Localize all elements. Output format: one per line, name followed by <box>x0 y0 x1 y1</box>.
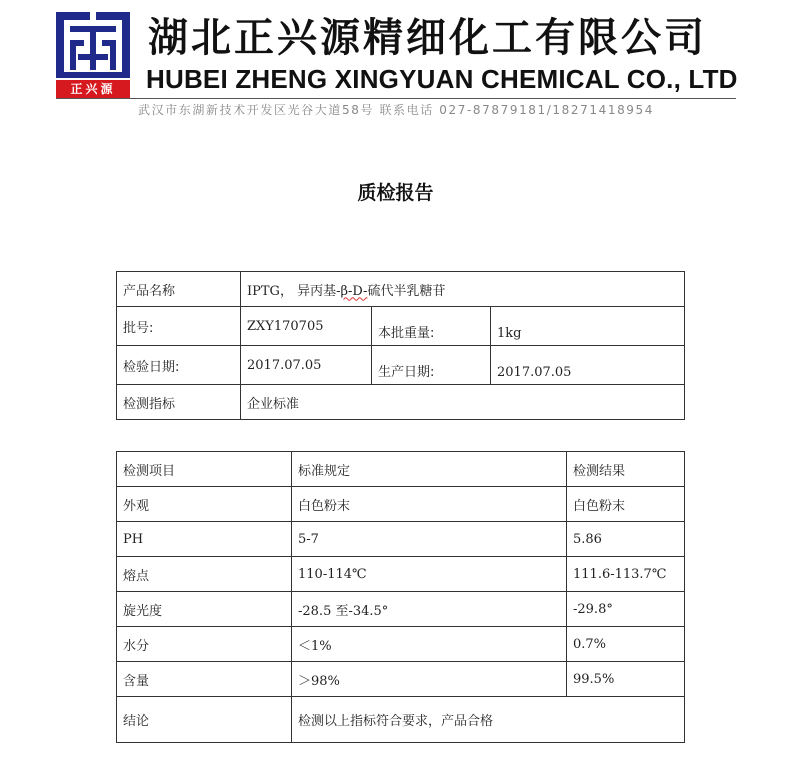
table-row <box>117 592 685 627</box>
row-spec: 110-114℃ <box>292 557 567 592</box>
inspection-date-label: 检验日期: <box>117 346 241 385</box>
standard-label: 检测指标 <box>117 385 241 420</box>
company-name-cn: 湖北正兴源精细化工有限公司 <box>148 15 707 61</box>
row-spec: 白色粉末 <box>292 487 567 522</box>
table-row <box>117 385 685 420</box>
conclusion-value: 检测以上指标符合要求，产品合格 <box>292 697 685 743</box>
table-row <box>117 662 685 697</box>
table-row <box>117 697 685 743</box>
product-info-table <box>116 271 685 420</box>
batch-weight-label: 本批重量: <box>372 307 491 346</box>
company-logo <box>56 12 130 98</box>
table-row <box>117 346 685 385</box>
product-name-suffix: 硫代半乳糖苷 <box>367 283 446 299</box>
header-spec: 标准规定 <box>292 452 567 487</box>
logo-text: 正兴源 <box>70 82 116 96</box>
row-result: 0.7% <box>567 627 685 662</box>
standard-value: 企业标准 <box>241 385 685 420</box>
table-row <box>117 272 685 307</box>
product-name-marked: β-D- <box>340 283 368 299</box>
header-item: 检测项目 <box>117 452 292 487</box>
row-spec: ＞98% <box>292 662 567 697</box>
address-line: 武汉市东湖新技术开发区光谷大道58号 联系电话 027-87879181/18271418954 <box>137 103 655 117</box>
row-item: PH <box>117 522 292 557</box>
row-spec: 5-7 <box>292 522 567 557</box>
conclusion-label: 结论 <box>117 697 292 743</box>
row-item: 旋光度 <box>117 592 292 627</box>
row-result: 111.6-113.7℃ <box>567 557 685 592</box>
row-item: 外观 <box>117 487 292 522</box>
header-result: 检测结果 <box>567 452 685 487</box>
product-name-value <box>241 272 685 307</box>
batch-label: 批号: <box>117 307 241 346</box>
table-row <box>117 307 685 346</box>
row-spec: -28.5 至-34.5° <box>292 592 567 627</box>
row-result: 99.5% <box>567 662 685 697</box>
company-name-en: HUBEI ZHENG XINGYUAN CHEMICAL CO., LTD <box>146 64 738 94</box>
table-row <box>117 557 685 592</box>
product-name-label: 产品名称 <box>117 272 241 307</box>
row-result: -29.8° <box>567 592 685 627</box>
batch-weight-value: 1kg <box>491 307 685 346</box>
production-date-value: 2017.07.05 <box>491 346 685 385</box>
row-item: 水分 <box>117 627 292 662</box>
table-row <box>117 627 685 662</box>
batch-value: ZXY170705 <box>241 307 372 346</box>
production-date-label: 生产日期: <box>372 346 491 385</box>
inspection-date-value: 2017.07.05 <box>241 346 372 385</box>
row-item: 熔点 <box>117 557 292 592</box>
table-header-row <box>117 452 685 487</box>
row-result: 5.86 <box>567 522 685 557</box>
results-table <box>116 451 685 743</box>
table-row <box>117 487 685 522</box>
row-spec: ＜1% <box>292 627 567 662</box>
page-title: 质检报告 <box>357 182 434 204</box>
row-result: 白色粉末 <box>567 487 685 522</box>
table-row <box>117 522 685 557</box>
header-divider <box>56 98 736 99</box>
row-item: 含量 <box>117 662 292 697</box>
product-name-prefix: IPTG， 异丙基- <box>247 283 341 299</box>
